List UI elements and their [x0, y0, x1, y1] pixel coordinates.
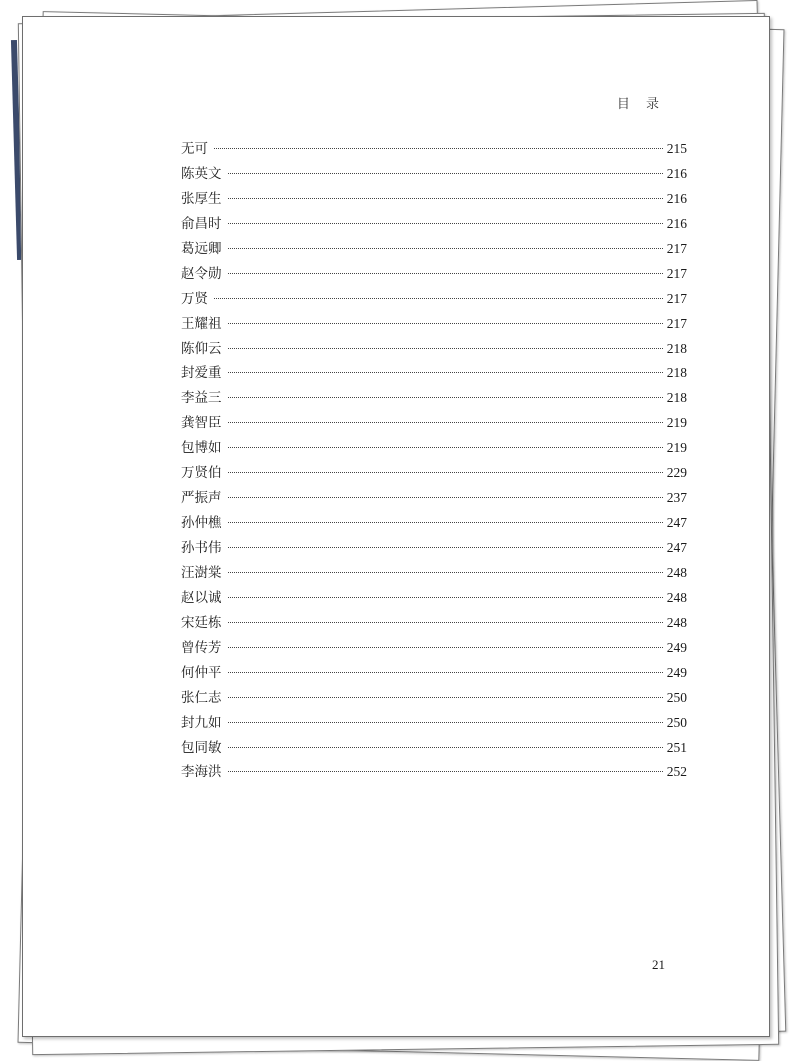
dot-leader [228, 497, 663, 498]
toc-entry-page: 248 [666, 564, 687, 580]
toc-entry[interactable] [181, 386, 687, 411]
dot-leader [228, 397, 663, 398]
toc-entry[interactable] [181, 611, 687, 636]
toc-entry[interactable] [181, 636, 687, 661]
toc-entry-title: 无可 [181, 141, 208, 157]
toc-entry-page: 249 [666, 664, 687, 680]
toc-entry-page: 251 [666, 739, 687, 755]
toc-entry-page: 247 [666, 540, 687, 555]
toc-entry-page: 219 [666, 440, 687, 456]
toc-entry-title: 龚智臣 [181, 415, 222, 432]
toc-entry[interactable] [181, 411, 687, 436]
toc-entry[interactable] [181, 586, 687, 611]
toc-entry[interactable] [181, 262, 687, 287]
page-number: 21 [652, 957, 665, 972]
toc-entry-title: 封九如 [181, 714, 222, 731]
toc-entry-title: 陈仰云 [181, 340, 222, 357]
toc-entry-page: 217 [666, 240, 687, 256]
toc-entry-page: 218 [666, 340, 687, 356]
toc-entry[interactable] [181, 237, 687, 262]
dot-leader [228, 372, 663, 373]
toc-entry-title: 孙书伟 [181, 540, 222, 556]
toc-entry-title: 宋廷栋 [181, 614, 222, 631]
toc-entry-page: 215 [666, 141, 687, 156]
toc-entry-page: 248 [666, 589, 687, 605]
dot-leader [228, 547, 663, 548]
dot-leader [228, 722, 663, 723]
dot-leader [228, 697, 663, 698]
dot-leader [228, 348, 663, 349]
dot-leader [214, 148, 663, 149]
dot-leader [228, 198, 663, 199]
toc-entry-page: 216 [666, 190, 687, 206]
toc-entry[interactable] [181, 760, 687, 785]
toc-entry-title: 张厚生 [181, 190, 222, 207]
toc-entry-page: 249 [666, 639, 687, 655]
toc-entry-title: 万贤 [181, 290, 208, 307]
toc-entry[interactable] [181, 486, 687, 511]
dot-leader [228, 597, 663, 598]
toc-entry[interactable] [181, 287, 687, 312]
toc-entry-title: 严振声 [181, 490, 222, 507]
toc-entry[interactable] [181, 361, 687, 386]
dot-leader [228, 672, 663, 673]
toc-entry-page: 216 [666, 215, 687, 231]
toc-entry[interactable] [181, 212, 687, 237]
toc-entry-page: 218 [666, 390, 687, 406]
toc-entry-page: 229 [666, 465, 687, 481]
toc-entry[interactable] [181, 137, 687, 162]
toc-entry-title: 葛远卿 [181, 240, 222, 257]
toc-entry-title: 包博如 [181, 440, 222, 457]
toc-entry[interactable] [181, 561, 687, 586]
dot-leader [228, 273, 663, 274]
dot-leader [228, 223, 663, 224]
toc-entry-page: 237 [666, 490, 687, 506]
toc-entry-title: 陈英文 [181, 165, 222, 182]
toc-entry-title: 万贤伯 [181, 465, 222, 482]
dot-leader [228, 747, 663, 748]
toc-entry-title: 李海洪 [181, 764, 222, 781]
table-of-contents [181, 137, 687, 785]
toc-entry[interactable] [181, 536, 687, 561]
toc-entry-title: 李益三 [181, 390, 222, 407]
dot-leader [228, 522, 663, 523]
document-page [22, 16, 770, 1037]
toc-entry-page: 216 [666, 165, 687, 181]
toc-entry[interactable] [181, 511, 687, 536]
dot-leader [228, 173, 663, 174]
toc-entry-title: 汪澍棠 [181, 564, 222, 581]
toc-entry[interactable] [181, 337, 687, 362]
toc-entry-page: 248 [666, 614, 687, 630]
dot-leader [228, 447, 663, 448]
toc-entry-title: 王耀祖 [181, 315, 222, 332]
toc-entry-title: 何仲平 [181, 664, 222, 681]
toc-entry[interactable] [181, 312, 687, 337]
dot-leader [214, 298, 663, 299]
toc-entry-title: 赵令勋 [181, 265, 222, 282]
toc-entry-page: 219 [666, 415, 687, 431]
toc-entry[interactable] [181, 686, 687, 711]
dot-leader [228, 323, 663, 324]
toc-entry-title: 赵以诚 [181, 589, 222, 606]
dot-leader [228, 622, 663, 623]
toc-entry-page: 250 [666, 714, 687, 730]
toc-entry-page: 217 [666, 265, 687, 281]
dot-leader [228, 422, 663, 423]
toc-entry-page: 217 [666, 290, 687, 306]
toc-entry[interactable] [181, 736, 687, 761]
toc-entry[interactable] [181, 711, 687, 736]
dot-leader [228, 248, 663, 249]
running-head: 目 录 [616, 97, 665, 112]
toc-entry[interactable] [181, 461, 687, 486]
toc-entry[interactable] [181, 187, 687, 212]
toc-entry-page: 247 [666, 515, 687, 531]
dot-leader [228, 572, 663, 573]
toc-entry-title: 俞昌时 [181, 215, 222, 232]
toc-entry-title: 包同敏 [181, 739, 222, 756]
toc-entry-title: 张仁志 [181, 689, 222, 706]
dot-leader [228, 472, 663, 473]
toc-entry[interactable] [181, 162, 687, 187]
toc-entry[interactable] [181, 661, 687, 686]
dot-leader [228, 647, 663, 648]
toc-entry-title: 曾传芳 [181, 639, 222, 656]
toc-entry-page: 218 [666, 365, 687, 381]
toc-entry-page: 252 [666, 764, 687, 780]
toc-entry-title: 孙仲樵 [181, 515, 222, 532]
toc-entry-page: 250 [666, 689, 687, 705]
toc-entry[interactable] [181, 436, 687, 461]
toc-entry-title: 封爱重 [181, 365, 222, 382]
dot-leader [228, 771, 663, 772]
toc-entry-page: 217 [666, 315, 687, 331]
